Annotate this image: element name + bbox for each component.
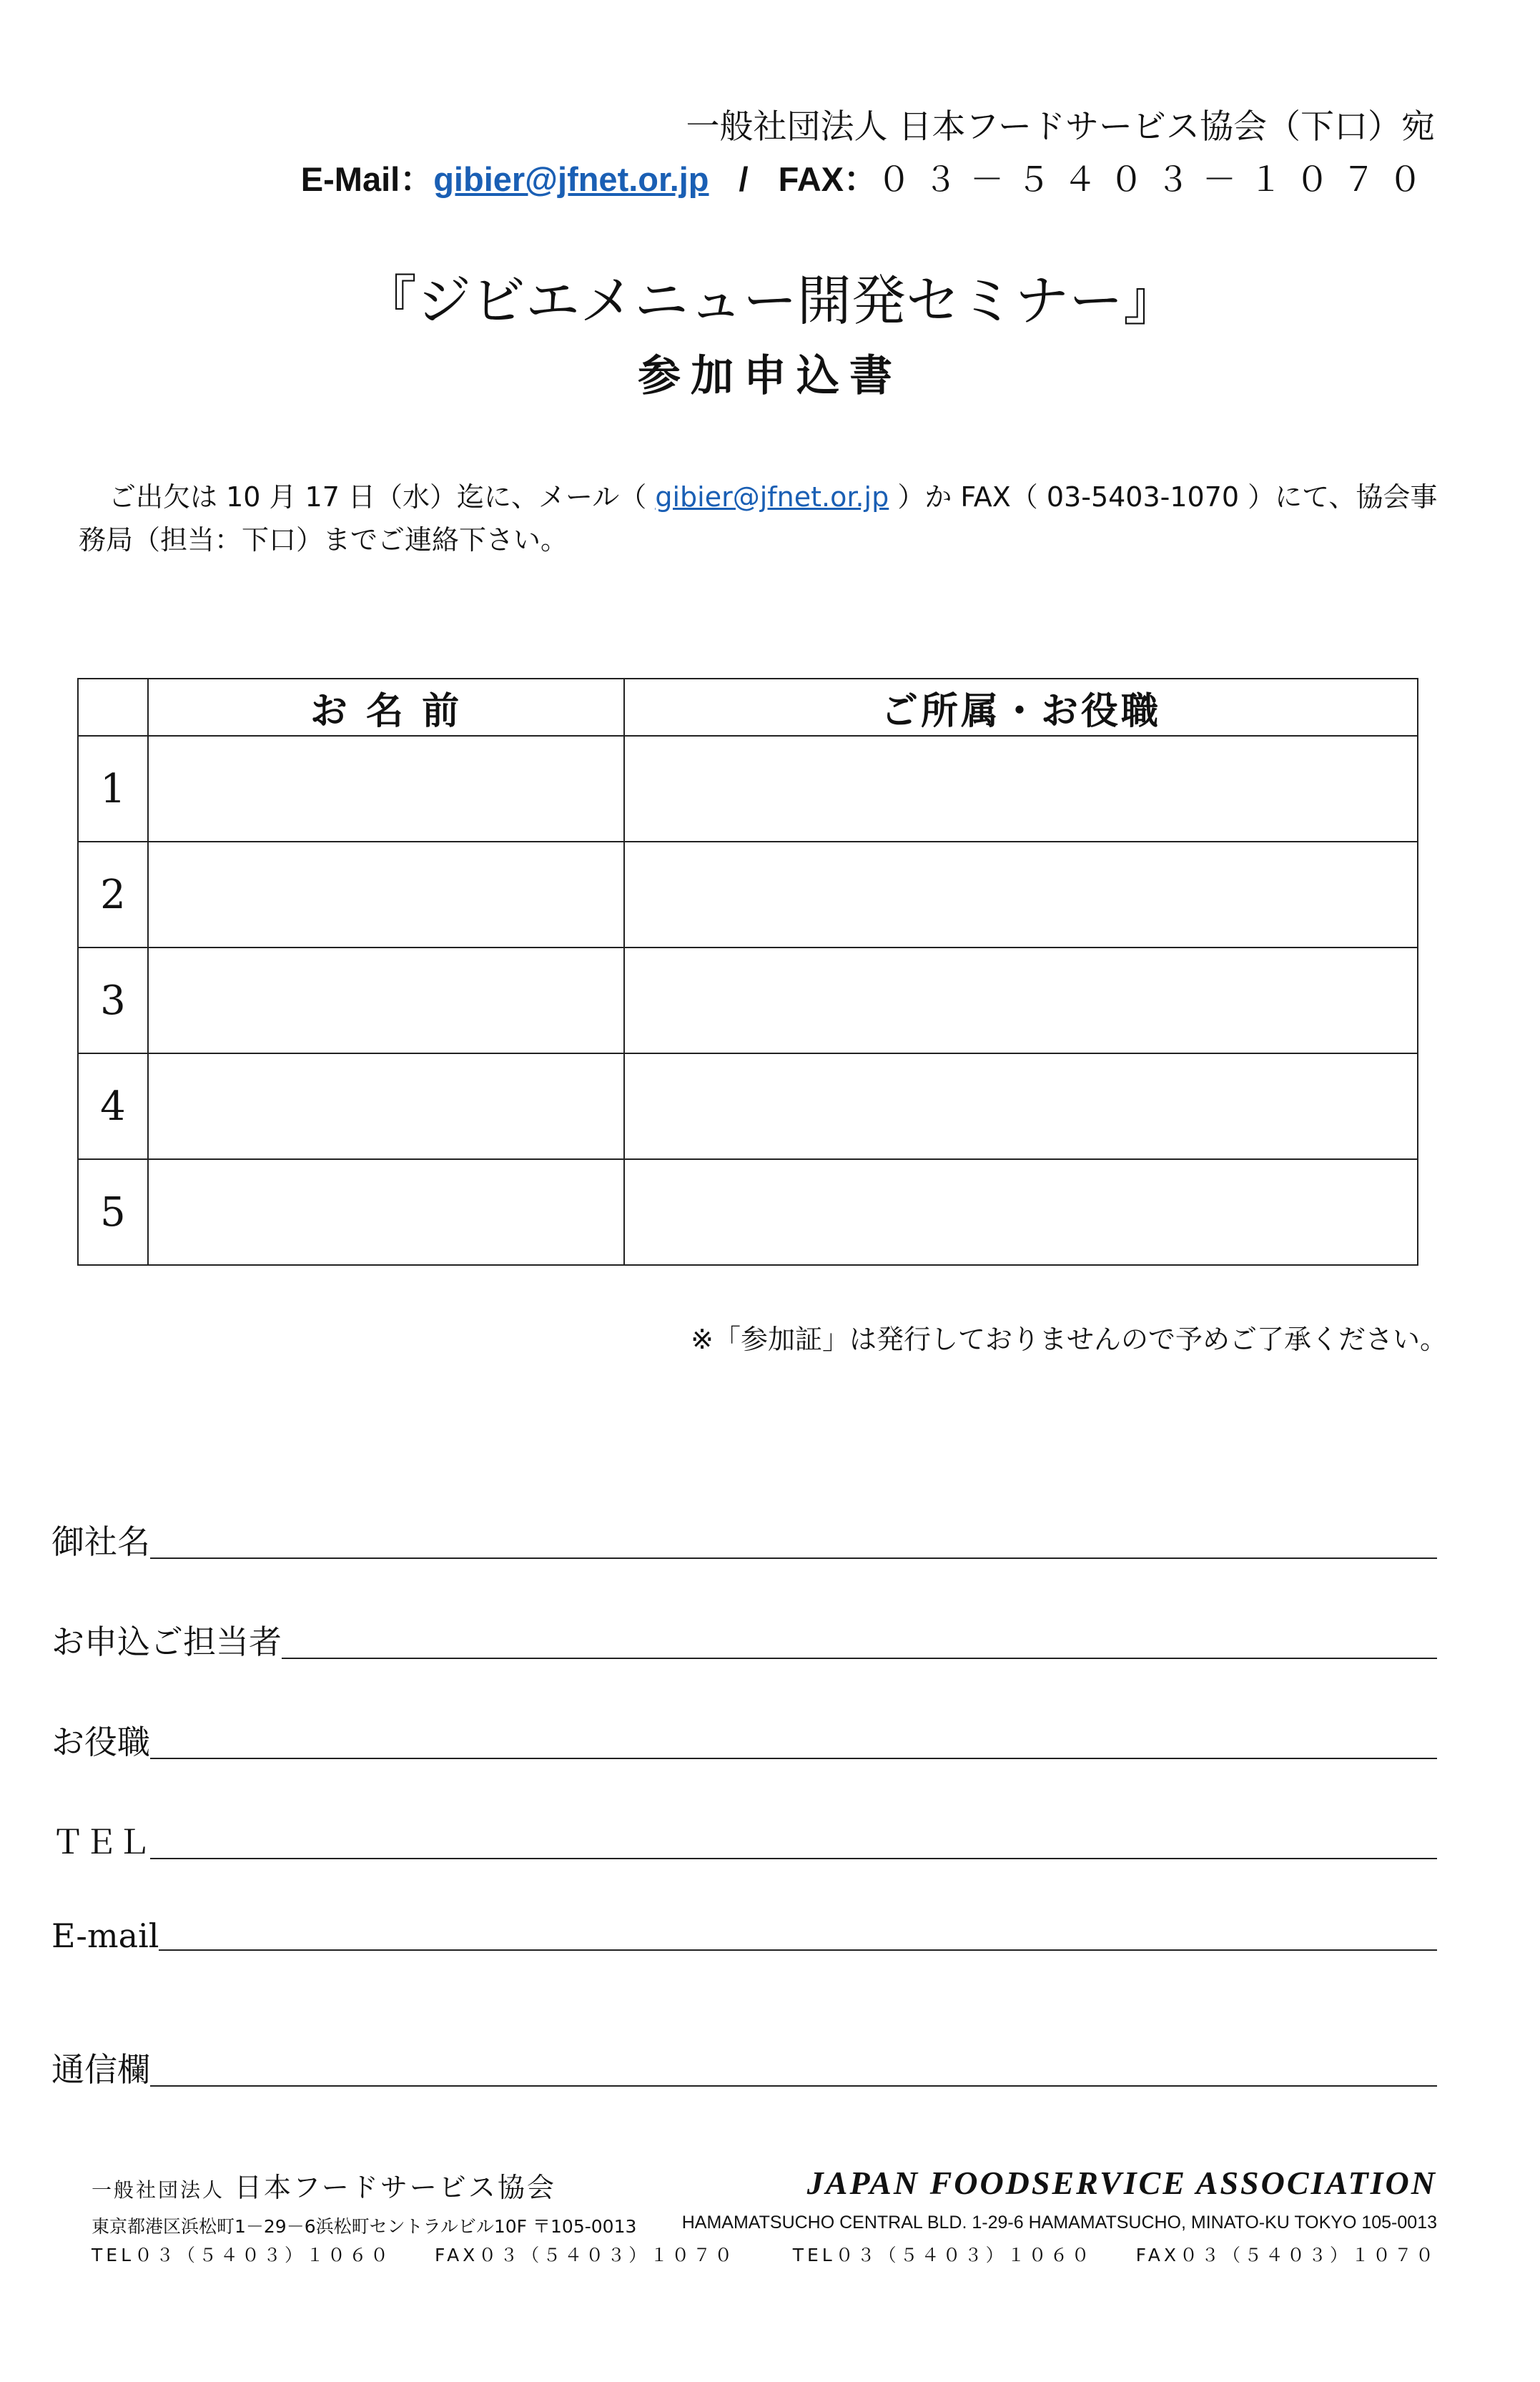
company-name-line[interactable] (150, 1555, 1437, 1559)
company-name-field[interactable] (51, 1516, 1437, 1563)
header-number (78, 679, 148, 736)
position-line[interactable] (150, 1755, 1437, 1759)
instructions-text-1: ご出欠は 10 月 17 日（水）迄に、メール（ (109, 481, 656, 513)
tel-label: ＴＥＬ (51, 1823, 150, 1861)
table-row (78, 948, 1418, 1053)
contact-line (301, 153, 1435, 201)
fax-number: ０３－５４０３－１０７０ (877, 160, 1435, 200)
table-row (78, 1159, 1418, 1265)
footer-org-prefix: 一般社団法人 (92, 2178, 225, 2202)
separator: / (739, 160, 749, 198)
document-title: 『ジビエメニュー開発セミナー』 (362, 269, 1178, 333)
table-row (78, 1053, 1418, 1159)
company-name-label: 御社名 (51, 1522, 150, 1561)
header-affiliation: ご所属・お役職 (624, 679, 1418, 736)
footer-address-jp: 東京都港区浜松町1－29－6浜松町セントラルビル10F 〒105-0013 (92, 2216, 637, 2237)
message-label: 通信欄 (51, 2050, 150, 2089)
email-link[interactable]: gibier@jfnet.or.jp (433, 160, 709, 198)
footer-org-name-jp (92, 2165, 556, 2205)
position-field[interactable] (51, 1716, 1437, 1763)
affiliation-cell[interactable] (624, 842, 1418, 948)
name-cell[interactable] (148, 1053, 624, 1159)
document-subtitle: 参加申込書 (638, 351, 902, 401)
footer-tel-jp: TEL０３（５４０３）１０６０ FAX０３（５４０３）１０７０ (92, 2245, 736, 2265)
header-name: お 名 前 (148, 679, 624, 736)
message-line[interactable] (150, 2082, 1437, 2087)
affiliation-cell[interactable] (624, 1159, 1418, 1265)
table-row (78, 842, 1418, 948)
instructions-text-2: ）か FAX（ 03-5403-1070 ）にて、協会事務局（担当：下口）までご連絡下さい。 (79, 481, 1438, 556)
row-number: 2 (78, 842, 148, 948)
instructions (79, 476, 1451, 561)
name-cell[interactable] (148, 948, 624, 1053)
footer-org-name: 日本フードサービス協会 (235, 2172, 556, 2203)
row-number: 3 (78, 948, 148, 1053)
name-cell[interactable] (148, 736, 624, 842)
position-label: お役職 (51, 1723, 150, 1761)
affiliation-cell[interactable] (624, 948, 1418, 1053)
participation-note: ※「参加証」は発行しておりませんので予めご了承ください。 (691, 1324, 1447, 1355)
name-cell[interactable] (148, 1159, 624, 1265)
email-label: E-Mail： (300, 160, 434, 198)
footer-tel-en: TEL０３（５４０３）１０６０ FAX０３（５４０３）１０７０ (792, 2245, 1437, 2265)
name-cell[interactable] (148, 842, 624, 948)
instructions-email-link[interactable]: gibier@jfnet.or.jp (655, 481, 889, 513)
row-number: 5 (78, 1159, 148, 1265)
email-field[interactable] (51, 1916, 1437, 1955)
fax-label: FAX： (778, 160, 877, 198)
addressee: 一般社団法人 日本フードサービス協会（下口）宛 (686, 107, 1435, 147)
row-number: 4 (78, 1053, 148, 1159)
affiliation-cell[interactable] (624, 736, 1418, 842)
table-header-row (78, 679, 1418, 736)
email-line[interactable] (159, 1947, 1437, 1951)
contact-person-line[interactable] (282, 1655, 1437, 1659)
message-field[interactable] (51, 2044, 1437, 2091)
participant-table (77, 678, 1418, 1266)
row-number: 1 (78, 736, 148, 842)
footer-org-name-en: JAPAN FOODSERVICE ASSOCIATION (806, 2165, 1437, 2201)
tel-line[interactable] (150, 1855, 1437, 1859)
footer-address-en: HAMAMATSUCHO CENTRAL BLD. 1-29-6 HAMAMATSUCHO, MINATO-KU TOKYO 105-0013 (681, 2213, 1437, 2233)
affiliation-cell[interactable] (624, 1053, 1418, 1159)
email-field-label: E-mail (51, 1916, 159, 1955)
tel-field[interactable] (51, 1816, 1437, 1864)
table-row (78, 736, 1418, 842)
contact-person-field[interactable] (51, 1616, 1437, 1663)
contact-person-label: お申込ご担当者 (51, 1623, 282, 1661)
